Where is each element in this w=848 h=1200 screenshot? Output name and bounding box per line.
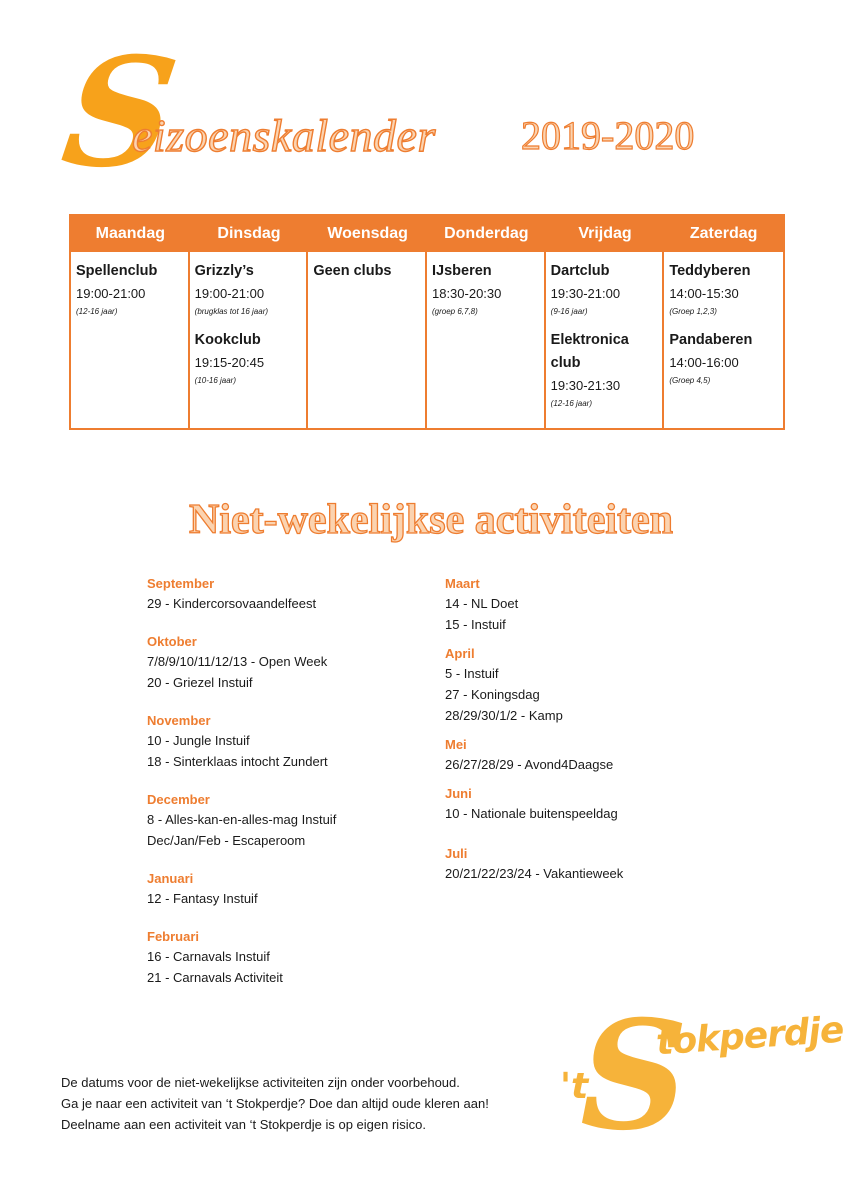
club-age: (9-16 jaar) <box>550 307 588 316</box>
event-item: 10 - Nationale buitenspeeldag <box>445 806 618 821</box>
event-item: 27 - Koningsdag <box>445 687 540 702</box>
event-item: 5 - Instuif <box>445 666 499 681</box>
activities-heading: Niet-wekelijkse activiteiten <box>188 497 673 543</box>
club-name: Grizzly’s <box>194 263 254 279</box>
activities-column-right <box>445 574 745 893</box>
club-name: Kookclub <box>194 332 261 348</box>
title-text: eizoenskalender <box>132 110 436 161</box>
club-name: Teddyberen <box>669 263 751 279</box>
event-item: 21 - Carnavals Activiteit <box>147 970 283 985</box>
logo-word: tokperdje <box>654 1009 845 1064</box>
club-age: (10-16 jaar) <box>194 376 237 385</box>
club-age: (Groep 4,5) <box>669 376 711 385</box>
note-line: Ga je naar een activiteit van ‘t Stokperdje? Doe dan altijd oude kleren aan! <box>61 1096 489 1111</box>
month-group <box>445 844 745 884</box>
club-name: Dartclub <box>550 263 610 279</box>
month-group <box>147 711 447 772</box>
club-time: 19:00-21:00 <box>76 286 146 301</box>
club-time: 19:30-21:30 <box>550 378 621 393</box>
month-name: Juni <box>445 786 472 801</box>
event-item: 12 - Fantasy Instuif <box>147 891 258 906</box>
month-name: Oktober <box>147 634 197 649</box>
day-cell <box>308 252 427 428</box>
month-group <box>147 869 447 909</box>
day-header: Woensdag <box>308 216 427 252</box>
event-item: 20 - Griezel Instuif <box>147 675 253 690</box>
club-age: (12-16 jaar) <box>550 399 593 408</box>
day-header: Zaterdag <box>664 216 783 252</box>
month-name: November <box>147 713 211 728</box>
club-time: 14:00-15:30 <box>669 286 739 301</box>
title-year: 2019-2020 <box>521 113 695 158</box>
day-cell <box>664 252 783 428</box>
month-name: Maart <box>445 576 480 591</box>
month-name: Mei <box>445 737 467 752</box>
club-age: (12-16 jaar) <box>76 307 118 316</box>
logo-initial: S <box>580 988 689 1164</box>
event-item: 15 - Instuif <box>445 617 506 632</box>
event-item: 26/27/28/29 - Avond4Daagse <box>445 757 614 772</box>
club-name: Pandaberen <box>669 332 753 348</box>
day-header: Maandag <box>71 216 190 252</box>
title-initial: S <box>53 25 187 201</box>
club-name: Elektronica club <box>550 332 629 371</box>
club-time: 19:00-21:00 <box>194 286 265 301</box>
event-item: 7/8/9/10/11/12/13 - Open Week <box>147 654 328 669</box>
club-time: 18:30-20:30 <box>431 286 502 301</box>
event-item: Dec/Jan/Feb - Escaperoom <box>147 833 306 848</box>
event-item: 14 - NL Doet <box>445 596 519 611</box>
weekly-schedule-table <box>69 214 785 430</box>
month-group <box>445 735 745 775</box>
month-name: September <box>147 576 215 591</box>
club-name: IJsberen <box>431 263 492 279</box>
month-group <box>147 632 447 693</box>
day-cell <box>546 252 665 428</box>
club-time: 19:15-20:45 <box>194 355 265 370</box>
month-name: Juli <box>445 846 468 861</box>
activities-column-left <box>147 574 447 1006</box>
month-group <box>445 784 745 824</box>
club-age: (brugklas tot 16 jaar) <box>194 307 269 316</box>
day-cell <box>190 252 309 428</box>
day-header: Dinsdag <box>190 216 309 252</box>
page-title <box>53 25 766 201</box>
day-cell <box>427 252 546 428</box>
club-time: 19:30-21:00 <box>550 286 621 301</box>
month-group <box>147 790 447 851</box>
event-item: 20/21/22/23/24 - Vakantieweek <box>445 866 624 881</box>
month-name: Januari <box>147 871 194 886</box>
event-item: 18 - Sinterklaas intocht Zundert <box>147 754 328 769</box>
month-group <box>147 574 447 614</box>
event-item: 16 - Carnavals Instuif <box>147 949 270 964</box>
club-age: (Groep 1,2,3) <box>669 307 717 316</box>
club-name: Geen clubs <box>313 263 392 279</box>
club-age: (groep 6,7,8) <box>431 307 478 316</box>
note-line: Deelname aan een activiteit van ‘t Stokperdje is op eigen risico. <box>61 1117 426 1132</box>
club-name: Spellenclub <box>76 263 158 279</box>
month-name: Februari <box>147 929 200 944</box>
stokperdje-logo <box>556 988 845 1170</box>
day-cell <box>71 252 190 428</box>
month-name: December <box>147 792 210 807</box>
event-item: 28/29/30/1/2 - Kamp <box>445 708 563 723</box>
day-header: Donderdag <box>427 216 546 252</box>
event-item: 10 - Jungle Instuif <box>147 733 250 748</box>
month-group <box>445 644 745 726</box>
event-item: 29 - Kindercorsovaandelfeest <box>147 596 317 611</box>
month-name: April <box>445 646 475 661</box>
note-line: De datums voor de niet-wekelijkse activiteiten zijn onder voorbehoud. <box>61 1075 460 1090</box>
event-item: 8 - Alles-kan-en-alles-mag Instuif <box>147 812 337 827</box>
footer-notes <box>61 1072 489 1135</box>
club-time: 14:00-16:00 <box>669 355 739 370</box>
month-group <box>147 927 447 988</box>
day-header: Vrijdag <box>546 216 665 252</box>
month-group <box>445 574 745 635</box>
logo-apostrophe: 't <box>560 1066 589 1107</box>
